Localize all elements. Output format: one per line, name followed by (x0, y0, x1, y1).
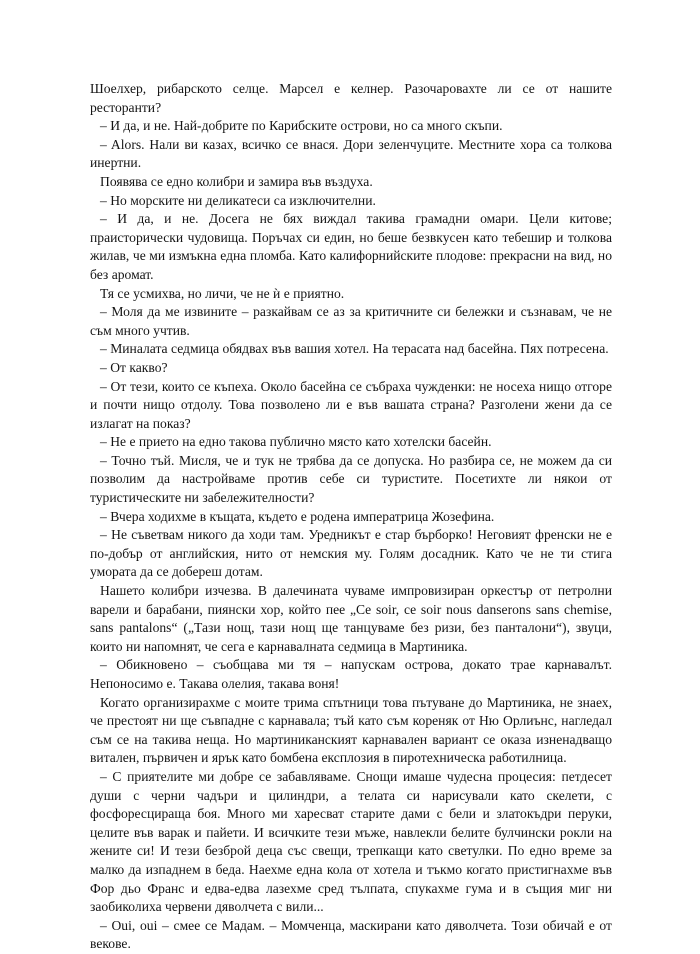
paragraph: – И да, и не. Най-добрите по Карибските острови, но са много скъпи. (100, 118, 503, 134)
body-text (90, 80, 612, 954)
paragraph: – Точно тъй. Мисля, че и тук не трябва да се допуска. Но разбира се, не можем да си позволим да настройваме против себе си туристите. Посетихте ли някои от туристическите ни забележителности? (90, 452, 612, 506)
paragraph: – Обикновено – съобщава ми тя – напускам острова, докато трае карнавалът. Непоносимо е. Такава олелия, такава воня! (90, 657, 612, 691)
paragraph: Тя се усмихва, но личи, че не ѝ е приятно. (100, 285, 345, 301)
paragraph: – Но морските ни деликатеси са изключителни. (100, 192, 376, 208)
paragraph: – С приятелите ми добре се забавляваме. Снощи имаше чудесна процесия: петдесет души с черни чадъри и цилиндри, а телата си нарисували като скелети, с фосфоресцираща боя. Много ми харесват старите дами с бели и златокъдри перуки, целите във варак и пайети. И всичките тези мъже, навлекли белите булчински рокли на жените си! И тези безброй деца със свещи, трепкащи като светулки. По едно време за малко да изпаднем в беда. Наехме една кола от хотела и тъкмо когато пристигнахме във Фор дьо Франс и едва-едва лазехме сред тълпата, спукахме гума и в същия миг ни зaобиколиха червени дяволчета с вили... (90, 768, 612, 915)
paragraph: – Alors. Нали ви казах, всичко се внася. Дори зеленчуците. Местните хора са толкова инертни. (90, 136, 612, 171)
paragraph: – Oui, oui – смее се Мадам. – Момченца, маскирани като дяволчета. Този обичай е от векове. (90, 917, 612, 952)
paragraph: – Вчера ходихме в къщата, където е родена императрица Жозефина. (100, 508, 495, 524)
paragraph: Когато организирахме с моите трима спътници това пътуване до Мартиника, не знаех, че престоят ни ще съвпадне с карнавала; тъй като съм кореняк от Ню Орлиънс, нагледал съм се на такива неща. Но мартиниканският карнавален вариант се оказа изненадващо витален, първичен и ярък като бомбена експлозия в пиротехническа работилница. (90, 694, 612, 766)
paragraph: – Не е прието на едно такова публично място като хотелски басейн. (100, 434, 492, 450)
paragraph: – Миналата седмица обядвах във вашия хотел. На терасата над басейна. Пях потресена. (100, 341, 609, 357)
paragraph: – Не съветвам никого да ходи там. Уредникът е стар бърборко! Неговият френски не е по-добър от английския, нито от немския му. Голям досадник. Като че не ти стига умората да се добереш дотам. (90, 527, 612, 580)
paragraph: Нашето колибри изчезва. В далечината чуваме импровизиран оркестър от петролни варели и барабани, пиянски хор, който пее „Ce soir, ce soir nous danserons sans chemise, sans pantalons“ („Тази нощ, тази нощ ще танцуваме без ризи, без панталони“), звуци, които ни напомнят, че сега е карнавалната седмица в Мартиника. (90, 583, 612, 654)
paragraph: Появява се едно колибри и замира във въздуха. (100, 173, 373, 189)
paragraph: – И да, и не. Досега не бях виждал такива грамадни омари. Цели китове; праисторически чудовища. Поръчах си един, но беше безвкусен като тебешир и толкова жилав, че ми измъкна една пломба. Като калифорнийските плодове: прекрасни на вид, но без аромат. (90, 211, 612, 282)
paragraph: – Моля да ме извините – разкайвам се аз за критичните си бележки и съзнавам, че не съм много учтив. (90, 304, 612, 338)
paragraph: – От какво? (100, 359, 168, 375)
paragraph: Шоелхер, рибарското селце. Марсел е келнер. Разочаровахте ли се от нашите ресторанти? (90, 81, 612, 115)
paragraph: – От тези, които се къпеха. Около басейна се събраха чужденки: не носеха нищо отгоре и почти нищо отдолу. Това позволено ли е във вашата страна? Разголени жени да се излагат на показ? (90, 378, 612, 431)
